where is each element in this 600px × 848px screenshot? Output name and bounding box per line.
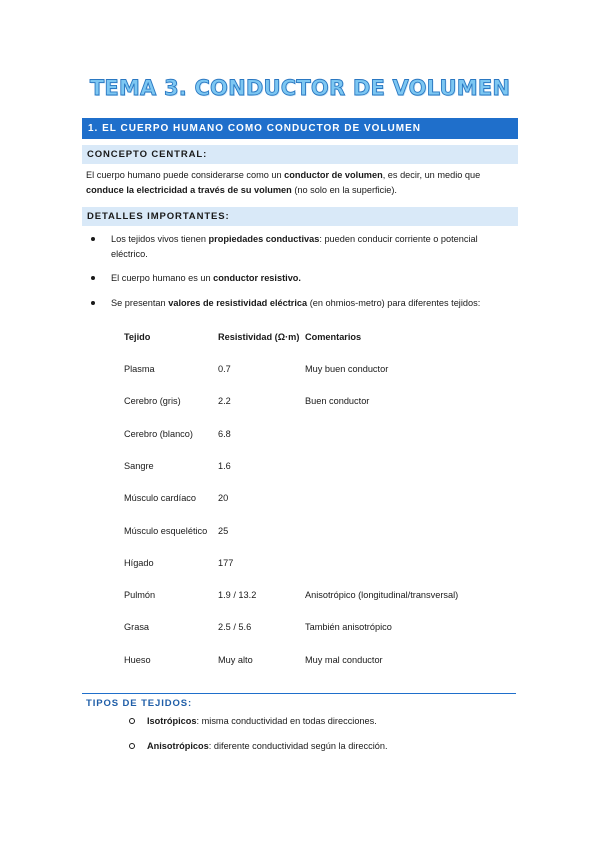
table-cell-resistividad: 1.6 — [218, 460, 231, 471]
bold-fragment: conduce la electricidad a través de su volumen — [86, 185, 292, 195]
text-fragment: (no solo en la superficie). — [291, 185, 397, 195]
text-fragment: , es decir, un medio que — [382, 170, 481, 180]
table-cell-tejido: Cerebro (blanco) — [124, 428, 193, 439]
hollow-bullet-icon — [129, 718, 135, 724]
bullet-item — [111, 271, 511, 286]
bullet-item — [111, 296, 511, 311]
hollow-bullet-icon — [129, 743, 135, 749]
text-fragment: : misma conductividad en todas direcciones. — [196, 716, 377, 726]
text-fragment: : pueden conducir corriente o potencial — [319, 234, 478, 244]
table-cell-comentarios: Muy buen conductor — [305, 364, 389, 374]
table-cell-tejido: Cerebro (gris) — [124, 396, 181, 407]
text-fragment: Se presentan — [111, 298, 169, 308]
table-cell-comentarios: Muy mal conductor — [305, 654, 383, 665]
table-cell-resistividad: 177 — [218, 557, 234, 568]
tipos-heading: TIPOS DE TEJIDOS: — [86, 698, 193, 709]
table-cell-comentarios: Anisotrópico (longitudinal/transversal) — [305, 590, 459, 601]
table-cell-tejido: Hígado — [124, 557, 154, 568]
table-cell-resistividad: 2.5 / 5.6 — [218, 622, 252, 633]
concepto-paragraph — [86, 168, 516, 198]
table-cell-resistividad: Muy alto — [218, 654, 253, 665]
table-cell-tejido: Grasa — [124, 622, 150, 633]
text-fragment: El cuerpo humano es un — [111, 273, 214, 283]
sub-bullet-item — [147, 715, 377, 727]
bold-fragment: Anisotrópicos — [147, 741, 209, 751]
text-fragment: : diferente conductividad según la dirección. — [208, 741, 388, 751]
detalles-heading: DETALLES IMPORTANTES: — [82, 207, 518, 226]
table-header-tejido: Tejido — [124, 332, 151, 342]
table-cell-resistividad: 25 — [218, 525, 229, 536]
table-cell-tejido: Pulmón — [124, 590, 156, 601]
table-cell-resistividad: 0.7 — [218, 364, 231, 374]
bullet-icon — [91, 276, 95, 280]
bullet-item — [111, 232, 511, 262]
bullet-icon — [91, 237, 95, 241]
table-cell-resistividad: 1.9 / 13.2 — [218, 590, 257, 601]
table-cell-comentarios: Buen conductor — [305, 396, 370, 407]
concepto-line-1 — [86, 168, 516, 183]
table-header-resistividad: Resistividad (Ω·m) — [218, 332, 300, 342]
concepto-heading: CONCEPTO CENTRAL: — [82, 145, 518, 164]
bullet-line — [111, 232, 511, 247]
text-fragment: Los tejidos vivos tienen — [111, 234, 209, 244]
sub-bullet-item — [147, 740, 388, 752]
bold-fragment: conductor de volumen — [284, 170, 383, 180]
bold-fragment: valores de resistividad eléctrica — [168, 298, 308, 308]
bold-fragment: Isotrópicos — [147, 716, 197, 726]
text-fragment: El cuerpo humano puede considerarse como un — [86, 170, 285, 180]
table-cell-tejido: Hueso — [124, 654, 151, 665]
table-cell-comentarios: También anisotrópico — [305, 622, 392, 633]
table-cell-resistividad: 6.8 — [218, 428, 231, 439]
bullet-icon — [91, 301, 95, 305]
table-header-comentarios: Comentarios — [305, 332, 362, 342]
table-cell-tejido: Sangre — [124, 460, 154, 471]
bold-fragment: conductor resistivo. — [213, 273, 301, 283]
bullet-line: eléctrico. — [111, 249, 148, 259]
table-cell-tejido: Plasma — [124, 364, 155, 374]
bold-fragment: propiedades conductivas — [208, 234, 320, 244]
page-title: TEMA 3. CONDUCTOR DE VOLUMEN — [89, 76, 511, 100]
table-cell-tejido: Músculo cardíaco — [124, 493, 197, 504]
text-fragment: (en ohmios-metro) para diferentes tejidos: — [307, 298, 481, 308]
table-cell-tejido: Músculo esquelético — [124, 525, 208, 536]
table-cell-resistividad: 2.2 — [218, 396, 231, 407]
concepto-line-2 — [86, 183, 516, 198]
section-divider — [82, 693, 516, 694]
section-heading: 1. EL CUERPO HUMANO COMO CONDUCTOR DE VOLUMEN — [82, 118, 518, 139]
table-cell-resistividad: 20 — [218, 493, 229, 504]
